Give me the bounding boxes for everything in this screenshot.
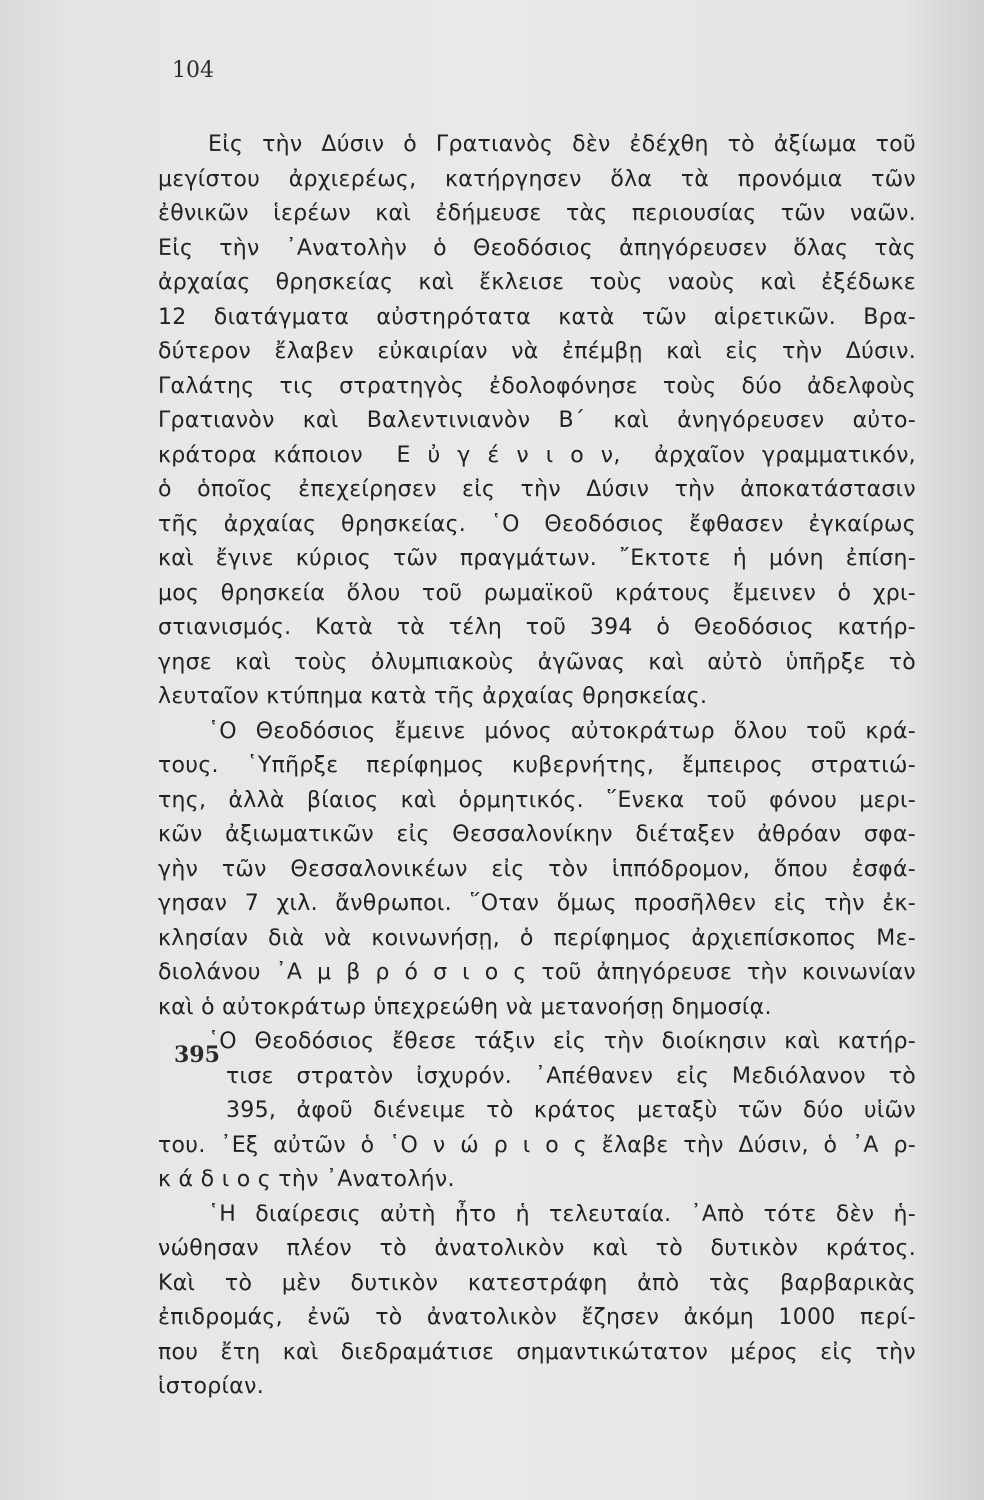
text-line: ὁ ὁποῖος ἐπεχείρησεν εἰς τὴν Δύσιν τὴν ἀποκατάστασιν: [158, 477, 916, 502]
text-line: του. ᾿Εξ αὐτῶν ὁ ῾Ο ν ώ ρ ι ο ς ἔλαβε τὴν Δύσιν, ὁ ᾿Α ρ-: [158, 1132, 916, 1158]
text-line: τους. ῾Υπῆρξε περίφημος κυβερνήτης, ἔμπειρος στρατιώ-: [158, 753, 916, 778]
text-line: ῾Ο Θεοδόσιος ἔμεινε μόνος αὐτοκράτωρ ὅλου τοῦ κρά-: [208, 718, 916, 744]
text-line: τισε στρατὸν ἰσχυρόν. ᾿Απέθανεν εἰς Μεδιόλανον τὸ: [226, 1063, 916, 1089]
text-line: της, ἀλλὰ βίαιος καὶ ὁρμητικός. ῞Ενεκα τοῦ φόνου μερι-: [158, 787, 916, 813]
text-line: γησε καὶ τοὺς ὀλυμπιακοὺς ἀγῶνας καὶ αὐτὸ ὑπῆρξε τὸ: [158, 649, 916, 675]
page-number: 104: [172, 58, 214, 83]
text-line-composite: [158, 439, 916, 474]
text-line: 12 διατάγματα αὐστηρότατα κατὰ τῶν αἱρετικῶν. Βρα-: [158, 304, 916, 330]
text-line: Γρατιανὸν καὶ Βαλεντινιανὸν Β΄ καὶ ἀνηγόρευσεν αὐτο-: [158, 408, 916, 433]
spaced-name-eugenios: Ε ὐ γ έ ν ι ο ν,: [396, 442, 621, 468]
text-line: ἀρχαίας θρησκείας καὶ ἔκλεισε τοὺς ναοὺς καὶ ἐξέδωκε: [158, 270, 916, 295]
text-line: νώθησαν πλέον τὸ ἀνατολικὸν καὶ τὸ δυτικὸν κράτος.: [158, 1236, 916, 1261]
text-line: μεγίστου ἀρχιερέως, κατήργησεν ὅλα τὰ προνόμια τῶν: [158, 166, 916, 192]
text-line: διολάνου ᾿Α μ β ρ ό σ ι ο ς τοῦ ἀπηγόρευσε τὴν κοινωνίαν: [158, 960, 916, 985]
text-line: ῾Η διαίρεσις αὐτὴ ἦτο ἡ τελευταία. ᾿Απὸ τότε δὲν ἡ-: [208, 1201, 916, 1227]
text-segment: ἀρχαῖον γραμματικόν,: [654, 442, 916, 468]
text-segment: κράτορα κάποιον: [158, 442, 363, 468]
text-line: τῆς ἀρχαίας θρησκείας. ῾Ο Θεοδόσιος ἔφθασεν ἐγκαίρως: [158, 511, 916, 537]
text-line: κ ά δ ι ο ς τὴν ᾿Ανατολήν.: [158, 1167, 455, 1192]
text-line: ῾Ο Θεοδόσιος ἔθεσε τάξιν εἰς τὴν διοίκησιν καὶ κατήρ-: [208, 1029, 916, 1054]
text-line: Γαλάτης τις στρατηγὸς ἐδολοφόνησε τοὺς δύο ἀδελφοὺς: [158, 373, 916, 399]
text-line: 395, ἀφοῦ διένειμε τὸ κράτος μεταξὺ τῶν δύο υἱῶν: [226, 1098, 916, 1123]
text-line: κῶν ἀξιωματικῶν εἰς Θεσσαλονίκην διέταξεν ἀθρόαν σφα-: [158, 822, 916, 847]
body-text: [158, 128, 916, 1405]
text-line: ἱστορίαν.: [158, 1374, 264, 1399]
text-line: ἐθνικῶν ἱερέων καὶ ἐδήμευσε τὰς περιουσίας τῶν ναῶν.: [158, 201, 916, 226]
text-line: Καὶ τὸ μὲν δυτικὸν κατεστράφη ἀπὸ τὰς βαρβαρικὰς: [158, 1270, 916, 1296]
text-line: δύτερον ἔλαβεν εὐκαιρίαν νὰ ἐπέμβῃ καὶ εἰς τὴν Δύσιν.: [158, 339, 916, 364]
text-line: μος θρησκεία ὅλου τοῦ ρωμαϊκοῦ κράτους ἔμεινεν ὁ χρι-: [158, 580, 916, 606]
text-line: ἐπιδρομάς, ἐνῶ τὸ ἀνατολικὸν ἔζησεν ἀκόμη 1000 περί-: [158, 1305, 916, 1330]
text-line: Εἰς τὴν Δύσιν ὁ Γρατιανὸς δὲν ἐδέχθη τὸ ἀξίωμα τοῦ: [208, 132, 916, 157]
text-line: που ἔτη καὶ διεδραμάτισε σημαντικώτατον μέρος εἰς τὴν: [158, 1339, 916, 1365]
text-line: καὶ ὁ αὐτοκράτωρ ὑπεχρεώθη νὰ μετανοήσῃ δημοσίᾳ.: [158, 994, 772, 1020]
text-line: λευταῖον κτύπημα κατὰ τῆς ἀρχαίας θρησκείας.: [158, 684, 708, 709]
text-line: γὴν τῶν Θεσσαλονικέων εἰς τὸν ἱππόδρομον, ὅπου ἐσφά-: [158, 856, 916, 882]
text-line: καὶ ἔγινε κύριος τῶν πραγμάτων. ῎Εκτοτε ἡ μόνη ἐπίση-: [158, 546, 916, 571]
text-line: στιανισμός. Κατὰ τὰ τέλη τοῦ 394 ὁ Θεοδόσιος κατήρ-: [158, 615, 916, 640]
text-line: Εἰς τὴν ᾿Ανατολὴν ὁ Θεοδόσιος ἀπηγόρευσεν ὅλας τὰς: [158, 235, 916, 261]
margin-year-note: 395: [174, 1042, 220, 1068]
text-line: κλησίαν διὰ νὰ κοινωνήσῃ, ὁ περίφημος ἀρχιεπίσκοπος Με-: [158, 925, 916, 951]
text-line: γησαν 7 χιλ. ἄνθρωποι. ῞Οταν ὅμως προσῆλθεν εἰς τὴν ἐκ-: [158, 891, 916, 916]
